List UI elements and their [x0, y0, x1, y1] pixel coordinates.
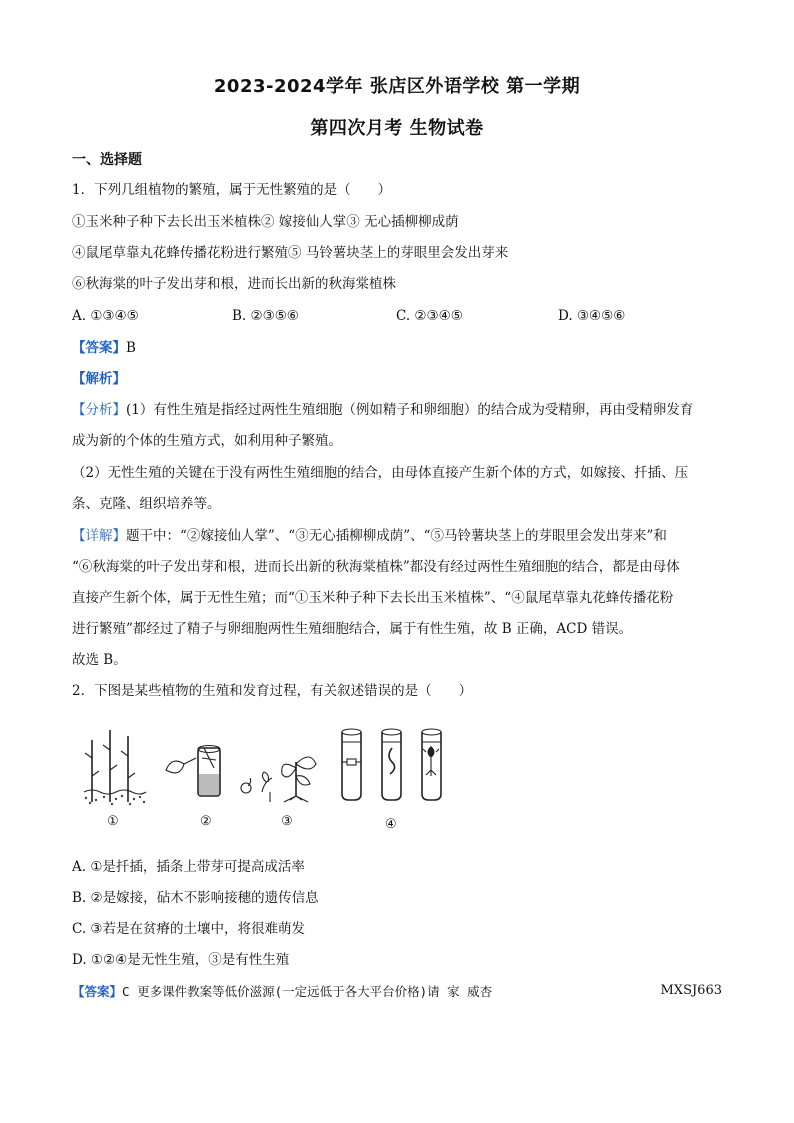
- q1-item-line: ⑥秋海棠的叶子发出芽和根，进而长出新的秋海棠植株: [72, 276, 396, 292]
- q2-stem: 2．下图是某些植物的生殖和发育过程，有关叙述错误的是（ ）: [72, 683, 473, 699]
- figure-label-4: ④: [385, 817, 397, 832]
- q2-option-d: D. ①②④是无性生殖，③是有性生殖: [72, 952, 290, 968]
- q1-option-b: B. ②③⑤⑥: [232, 308, 299, 324]
- figure-label-2: ②: [200, 814, 212, 829]
- grafting-illustration: [166, 746, 220, 797]
- tissue-culture-illustration: [342, 729, 441, 800]
- fenxi-text: (1）有性生殖是指经过两性生殖细胞（例如精子和卵细胞）的结合成为受精卵，再由受精卵发育: [126, 402, 694, 418]
- figure-label-1: ①: [107, 814, 119, 829]
- q1-analysis-line: [72, 369, 126, 389]
- q2-option-b: B. ②是嫁接，砧木不影响接穗的遗传信息: [72, 890, 319, 906]
- q1-option-d: D. ③④⑤⑥: [558, 308, 626, 324]
- q2-figure: [70, 718, 470, 818]
- q1-fenxi-line: [72, 400, 693, 420]
- answer-tag: 【答案】: [72, 984, 123, 999]
- q2-option-c: C. ③若是在贫瘠的土壤中，将很难萌发: [72, 921, 306, 937]
- fenxi-text: 成为新的个体的生殖方式，如利用种子繁殖。: [72, 433, 342, 449]
- q1-xiangjie-line: [72, 526, 667, 546]
- exam-title-line2: 第四次月考 生物试卷: [310, 118, 484, 139]
- q1-item-line: ④鼠尾草靠丸花蜂传播花粉进行繁殖⑤ 马铃薯块茎上的芽眼里会发出芽来: [72, 245, 509, 261]
- q1-stem: 1．下列几组植物的繁殖，属于无性繁殖的是（ ）: [72, 182, 392, 198]
- q1-answer-line: [72, 338, 136, 358]
- answer-tag: 【答案】: [72, 340, 126, 356]
- cutting-illustration: [84, 730, 146, 805]
- q1-option-c: C. ②③④⑤: [396, 308, 463, 324]
- xiangjie-text: 进行繁殖”都经过了精子与卵细胞两性生殖细胞结合，属于有性生殖，故 B 正确，ACD 错误。: [72, 621, 633, 637]
- germination-illustration: [241, 757, 316, 802]
- q1-answer: B: [126, 340, 136, 356]
- q1-option-a: A. ①③④⑤: [72, 308, 139, 324]
- fenxi-text: （2）无性生殖的关键在于没有两性生殖细胞的结合，由母体直接产生新个体的方式，如嫁接、扦插、压: [72, 465, 689, 481]
- q1-item-line: ①玉米种子种下去长出玉米植株② 嫁接仙人掌③ 无心插柳柳成荫: [72, 214, 459, 230]
- figure-label-3: ③: [281, 814, 293, 829]
- analysis-tag: 【解析】: [72, 371, 126, 387]
- exam-title-line1: 2023-2024学年 张店区外语学校 第一学期: [213, 76, 581, 97]
- q1-conclusion: 故选 B。: [72, 652, 127, 668]
- fenxi-text: 条、克隆、组织培养等。: [72, 496, 221, 512]
- watermark-code: MXSJ663: [660, 983, 722, 998]
- xiangjie-text: 题干中：“②嫁接仙人掌”、“③无心插柳柳成荫”、“⑤马铃薯块茎上的芽眼里会发出芽来”和: [126, 528, 667, 544]
- xiangjie-text: 直接产生新个体，属于无性生殖；而“①玉米种子种下去长出玉米植株”、“④鼠尾草靠丸花蜂传播花粉: [72, 590, 674, 606]
- q2-option-a: A. ①是扦插，插条上带芽可提高成活率: [72, 859, 305, 875]
- fenxi-tag: 【分析】: [72, 402, 126, 418]
- section-heading: 一、选择题: [72, 152, 142, 168]
- xiangjie-tag: 【详解】: [72, 528, 126, 544]
- q2-answer-text: C 更多课件教案等低价滋源(一定远低于各大平台价格)请 家 威杏: [122, 984, 493, 999]
- q2-answer-line: [72, 982, 492, 1002]
- xiangjie-text: “⑥秋海棠的叶子发出芽和根，进而长出新的秋海棠植株”都没有经过两性生殖细胞的结合，都是由母体: [72, 559, 680, 575]
